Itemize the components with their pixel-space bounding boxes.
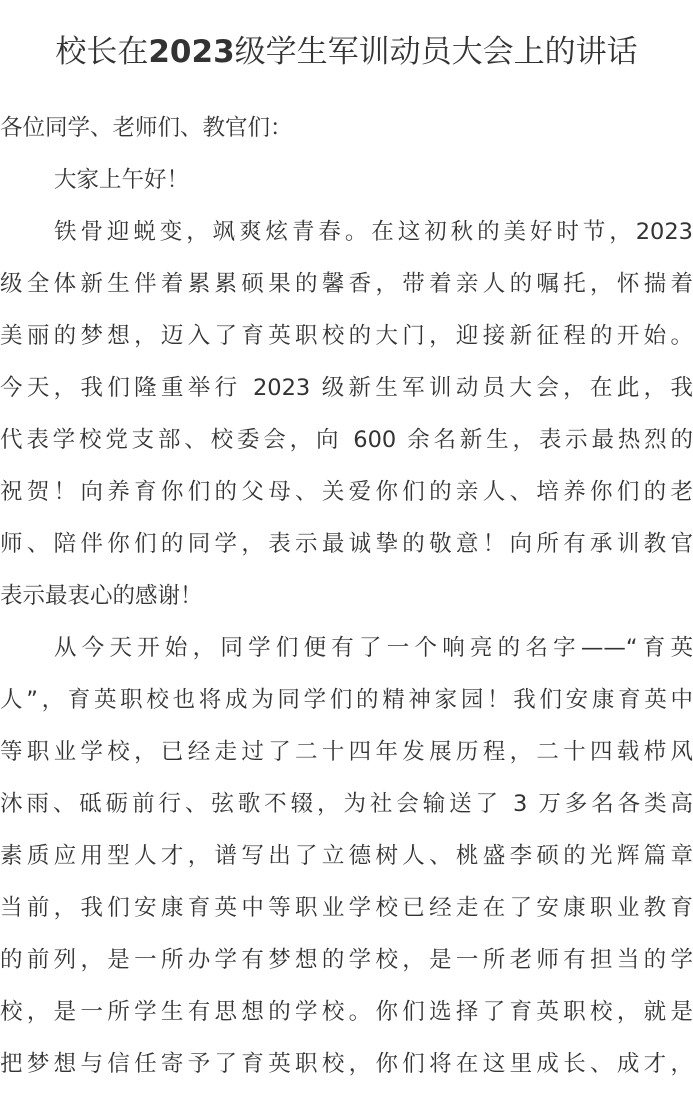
title-year: 2023 — [148, 34, 235, 70]
title-prefix: 校长在 — [55, 34, 149, 70]
paragraph-line: 美丽的梦想，迈入了育英职校的大门，迎接新征程的开始。 — [0, 323, 693, 349]
paragraph-line: 今天，我们隆重举行 2023 级新生军训动员大会，在此，我 — [0, 375, 693, 401]
paragraph-line: 校，是一所学生有思想的学校。你们选择了育英职校，就是 — [0, 999, 693, 1025]
paragraph-line: 铁骨迎蜕变，飒爽炫青春。在这初秋的美好时节，2023 — [54, 219, 693, 245]
paragraph-line: 级全体新生伴着累累硕果的馨香，带着亲人的嘱托，怀揣着 — [0, 271, 693, 297]
paragraph-line: 从今天开始，同学们便有了一个响亮的名字——“育英 — [54, 635, 693, 661]
title-suffix: 级学生军训动员大会上的讲话 — [234, 34, 638, 70]
paragraph-line: 代表学校党支部、校委会，向 600 余名新生，表示最热烈的 — [0, 427, 693, 453]
paragraph-line: 人”，育英职校也将成为同学们的精神家园！我们安康育英中 — [0, 687, 693, 713]
paragraph-line: 师、陪伴你们的同学，表示最诚挚的敬意！向所有承训教官 — [0, 531, 693, 557]
paragraph-line: 沐雨、砥砺前行、弦歌不辍，为社会输送了 3 万多名各类高 — [0, 791, 693, 817]
paragraph-line: 表示最衷心的感谢！ — [0, 583, 203, 609]
greeting-line: 大家上午好！ — [54, 167, 190, 193]
page-title — [0, 30, 693, 74]
paragraph-line: 祝贺！向养育你们的父母、关爱你们的亲人、培养你们的老 — [0, 479, 693, 505]
paragraph-line: 的前列，是一所办学有梦想的学校，是一所老师有担当的学 — [0, 947, 693, 973]
paragraph-line: 素质应用型人才，谱写出了立德树人、桃盛李硕的光辉篇章 — [0, 843, 693, 869]
paragraph-line: 等职业学校，已经走过了二十四年发展历程，二十四载栉风 — [0, 739, 693, 765]
salutation-line: 各位同学、老师们、教官们： — [0, 115, 293, 141]
paragraph-line: 当前，我们安康育英中等职业学校已经走在了安康职业教育 — [0, 895, 693, 921]
paragraph-line: 把梦想与信任寄予了育英职校，你们将在这里成长、成才， — [0, 1051, 693, 1077]
